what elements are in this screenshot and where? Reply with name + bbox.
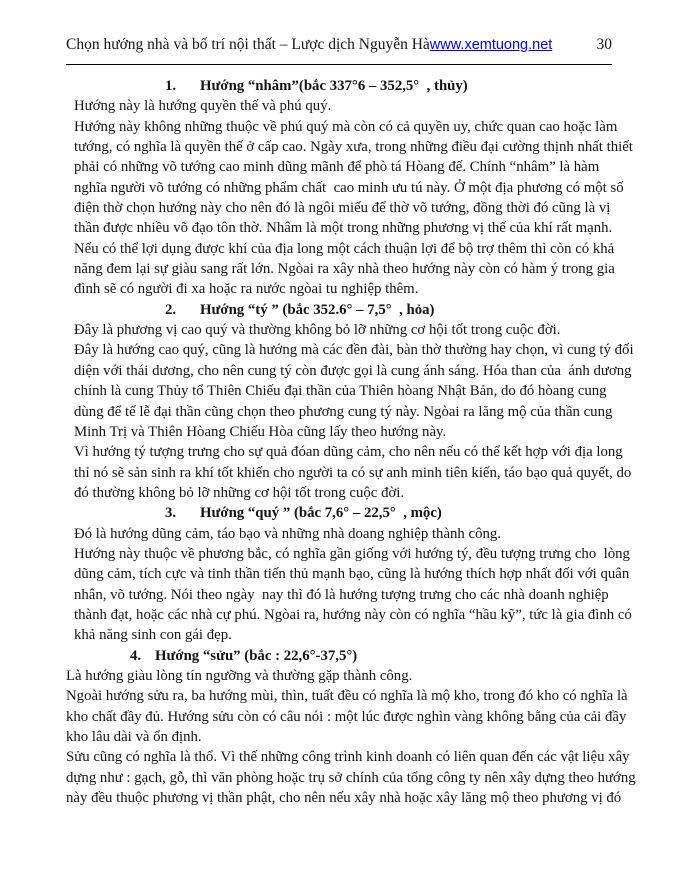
text-line: Đây là hướng cao quý, cũng là hướng mà các đền đài, bàn thờ thường hay chọn, vì cung tý đối xyxy=(74,342,634,359)
page-header xyxy=(66,36,612,54)
text-line: Sửu cũng có nghĩa là thổ. Vì thế những công trình kinh doanh có liên quan đến các vật liệu xây xyxy=(66,749,630,766)
text-line: nhân, võ tướng. Nói theo ngày nay thì đó là hướng tượng trưng cho các nhà doanh nghiệp xyxy=(74,586,609,603)
text-line: thỉ nó sẽ sản sinh ra khí tốt khiến cho người ta có sự anh minh tiên kiến, táo bạo quả quyết, do xyxy=(74,464,632,481)
text-line: Hướng này thuộc về phương bắc, có nghĩa gần giống với hướng tý, đều tượng trưng cho lòng xyxy=(74,545,630,562)
section-number: 2. xyxy=(165,301,177,318)
text-line: thần được nhiều võ đạo tôn thờ. Nhâm là một trong những phương vị thế của khí rất mạnh. xyxy=(74,220,613,237)
text-line: Ngoài hướng sửu ra, ba hướng mùi, thìn, tuất đều có nghĩa là mộ kho, trong đó kho có nghĩa là xyxy=(66,688,628,705)
section-number: 3. xyxy=(165,505,177,522)
text-line: thành đạt, hoặc các nhà cự phú. Ngòai ra, hướng này còn có nghĩa “hầu kỹ”, tức là gia đình có xyxy=(74,606,632,623)
text-line: Là hướng giàu lòng tín ngưỡng và thường gặp thành công. xyxy=(66,667,413,684)
header-website-link[interactable]: www.xemtuong.net xyxy=(429,37,553,53)
text-line: dùng để tế lễ đại thần cũng chọn theo phương cung tý này. Ngòai ra lăng mộ của thần cung xyxy=(74,403,613,420)
header-title: Chọn hướng nhà và bố trí nội thất – Lược dịch Nguyễn Hà xyxy=(66,36,430,53)
text-line: đó thường không bỏ lỡ những cơ hội tốt trong cuộc đời. xyxy=(74,484,405,501)
section-title: Hướng “nhâm”(bắc 337°6 – 352,5° , thủy) xyxy=(200,78,468,94)
section-heading xyxy=(66,300,626,320)
text-line: Vì hướng tý tượng trưng cho sự quả đóan dũng cảm, cho nên nếu có thể kết hợp với địa long xyxy=(74,444,623,461)
page-number: 30 xyxy=(596,36,612,53)
text-line: dũng cảm, tích cực và tinh thần tiến thủ mạnh bạo, cũng là hướng thích hợp nhất đối với quân xyxy=(74,566,630,583)
section-heading xyxy=(66,503,626,523)
text-line: Hướng này là hướng quyền thế và phú quý. xyxy=(74,98,332,115)
text-line: chính là cung Thủy tổ Thiên Chiếu đại thần của Thiên hòang Nhật Bản, do đó hòang cung xyxy=(74,383,607,400)
text-line: diện với thái dương, cho nên cung tý còn được gọi là cung ánh sáng. Hóa than của ánh dương xyxy=(74,362,632,379)
text-line: Nếu có thể lợi dụng được khí của địa long một cách thuận lợi để bộ trợ thêm thì còn có khả xyxy=(74,240,615,257)
section-number: 1. xyxy=(165,78,177,94)
text-line: kho lâu dài và ổn định. xyxy=(66,729,202,745)
text-line: nghĩa người võ tướng có những phẩm chất cao minh ưu tú này. Ở một địa phương có một số xyxy=(74,179,624,196)
text-line: Đây là phương vị cao quý và thường không bỏ lỡ những cơ hội tốt trong cuộc đời. xyxy=(74,322,561,339)
text-line: tướng, có nghĩa là quyền thế ở cấp cao. Ngày xưa, trong những điều đại cường thịnh nhất thiết xyxy=(74,139,633,156)
text-line: khả năng sinh con gái đẹp. xyxy=(74,627,232,644)
section-title: Hướng “sửu” (bắc : 22,6°-37,5°) xyxy=(155,647,358,664)
text-line: dựng như : gạch, gỗ, thì văn phòng hoặc trụ sở chính của tổng công ty nên xây dựng theo hướng xyxy=(66,769,636,786)
text-line: điện thờ chọn hướng này cho nên đó là ngôi miếu để thờ võ tướng, đồng thời đó cũng là vị xyxy=(74,200,611,217)
text-line: Hướng này không những thuộc về phú quý mà còn có cả quyền uy, chức quan cao hoặc làm xyxy=(74,118,618,135)
text-line: kho chất đầy đủ. Hướng sửu còn có câu nói : một lúc được nghìn vàng không bằng của cải đầy xyxy=(66,708,627,725)
text-line: Minh Trị và Thiên Hòang Chiếu Hòa cũng lấy theo hướng này. xyxy=(74,423,447,440)
text-line: này đều thuộc phương vị thần phật, cho nên nếu xây nhà hoặc xây lăng mộ theo phương vị đó xyxy=(66,790,622,807)
text-line: Đó là hướng dũng cảm, táo bạo và những nhà doang nghiệp thành công. xyxy=(74,525,501,542)
text-line: đình sẽ có người đi xa hoặc ra nước ngòai tu nghiệp thêm. xyxy=(74,281,419,298)
section-title: Hướng “quý ” (bắc 7,6° – 22,5° , mộc) xyxy=(200,505,442,522)
text-line: năng đem lại sự giàu sang rất lớn. Ngòai ra xây nhà theo hướng này còn có hàm ý trong gia xyxy=(74,261,615,278)
section-heading xyxy=(66,76,626,96)
section-heading xyxy=(66,646,626,666)
document-body xyxy=(66,76,636,808)
section-title: Hướng “tý ” (bắc 352.6° – 7,5° , hỏa) xyxy=(200,301,435,318)
section-number: 4. xyxy=(130,647,142,664)
text-line: phải có những võ tướng cao minh dũng mãnh để phò tá Hòang đế. Chính “nhâm” là hàm xyxy=(74,159,600,176)
header-divider xyxy=(66,64,612,65)
